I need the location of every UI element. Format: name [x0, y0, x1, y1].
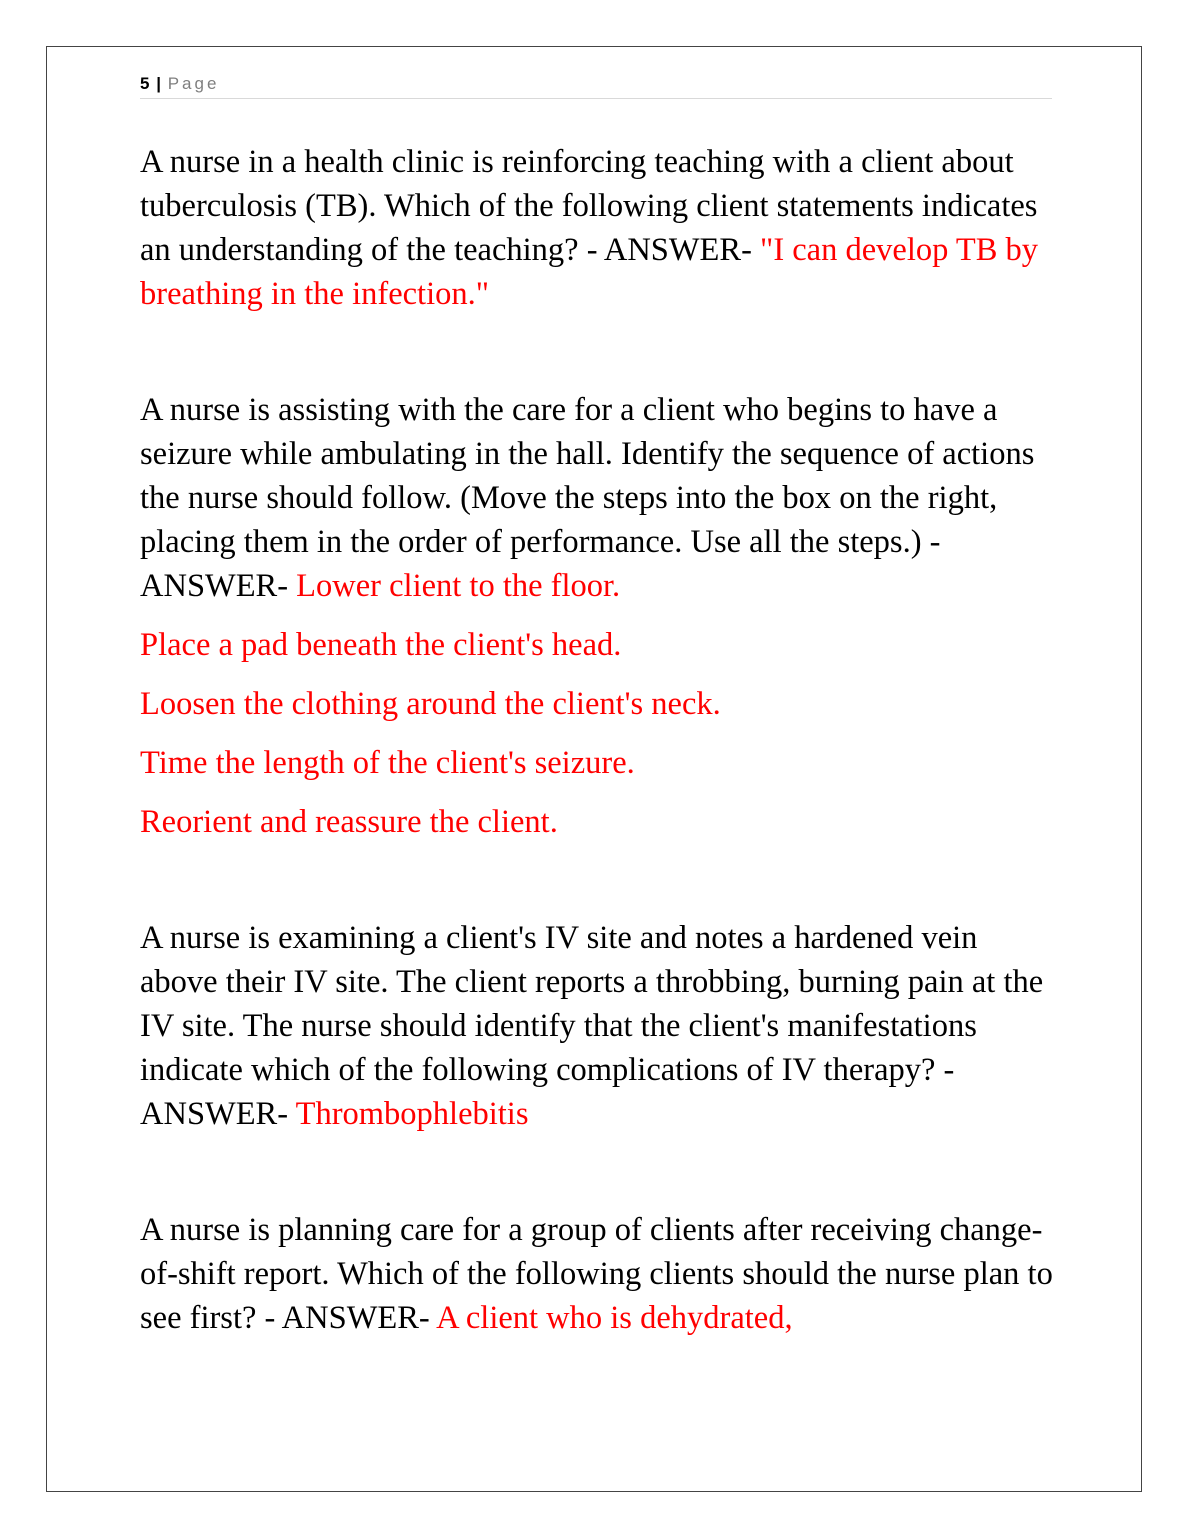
question-text: A nurse is planning care for a group of clients after receiving change-of-shift report. Which of the following clients should the nurse plan to see first? - ANSWER- [140, 1212, 1053, 1336]
answer-step: Reorient and reassure the client. [140, 804, 558, 840]
question-text: A nurse is assisting with the care for a client who begins to have a seizure while ambulating in the hall. Identify the sequence of actions the nurse should follow. (Move the steps into the box on the right, placing them in the order of performance. Use all the steps.) - ANSWER- [140, 392, 1035, 604]
answer-text: Thrombophlebitis [295, 1096, 529, 1132]
question-3 [140, 916, 1055, 1136]
page-header [140, 72, 1052, 99]
answer-text: "I can develop TB by breathing in the infection." [140, 232, 1039, 312]
question-4 [140, 1208, 1055, 1340]
answer-text: Lower client to the floor. [296, 568, 621, 604]
answer-step: Time the length of the client's seizure. [140, 745, 635, 781]
question-1 [140, 140, 1055, 316]
page-number: 5 [140, 74, 150, 93]
document-body [140, 140, 1055, 1340]
question-2 [140, 388, 1055, 608]
answer-step: Place a pad beneath the client's head. [140, 627, 622, 663]
page-separator: | [156, 74, 161, 93]
question-text: A nurse in a health clinic is reinforcing teaching with a client about tuberculosis (TB). Which of the following client statements indicates an understanding of the teaching? - ANSWER- [140, 144, 1038, 268]
page-label: Page [167, 74, 220, 93]
answer-text: A client who is dehydrated, [436, 1300, 793, 1336]
question-text: A nurse is examining a client's IV site and notes a hardened vein above their IV site. The client reports a throbbing, burning pain at the IV site. The nurse should identify that the client's manifestations indicate which of the following complications of IV therapy? - ANSWER- [140, 920, 1044, 1132]
answer-step: Loosen the clothing around the client's neck. [140, 686, 721, 722]
